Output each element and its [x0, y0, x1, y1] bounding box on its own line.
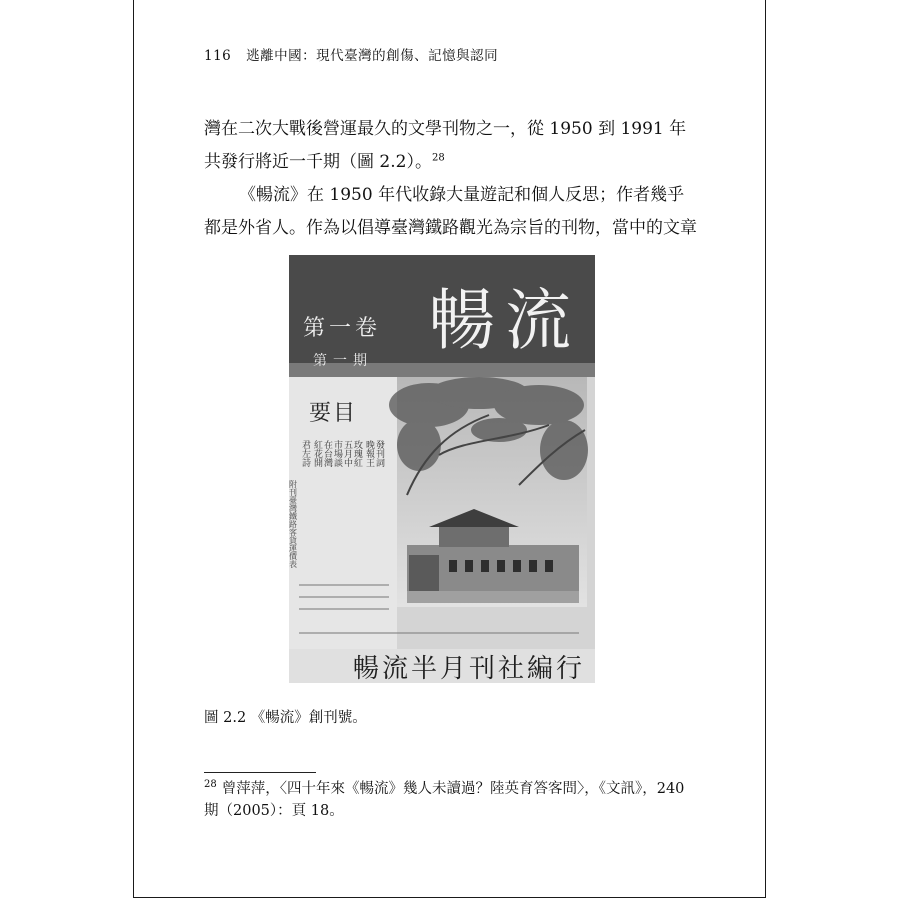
footnote	[204, 778, 699, 822]
footnote-rule	[204, 772, 316, 773]
magazine-cover-figure	[289, 255, 595, 683]
footnote-text-1: 曾萍萍，〈四十年來《暢流》幾人未讀過？陸英育答客問〉，《文訊》，240	[221, 781, 685, 797]
contents-item: 君左詩	[300, 440, 310, 467]
footnote-number: 28	[204, 779, 217, 791]
footnote-line-2: 期（2005）：頁 18。	[204, 803, 344, 819]
contents-item: 玫瑰紅	[352, 440, 362, 467]
issue-label: 第一期	[313, 353, 373, 369]
page-number: 116	[204, 48, 232, 64]
footnote-reference: 28	[431, 152, 445, 164]
masthead-title: 暢流	[429, 282, 581, 359]
figure-caption	[204, 706, 367, 727]
contents-item: 晚報王	[364, 440, 374, 467]
contents-item: 市場談	[332, 440, 342, 467]
paragraph-1	[204, 113, 699, 179]
paragraph-1-text: 灣在二次大戰後營運最久的文學刊物之一，從 1950 到 1991 年共發行將近一千期（圖 2.2）。	[204, 119, 687, 172]
contents-heading: 要目	[309, 401, 358, 426]
contents-list	[300, 439, 385, 468]
figure-label: 圖 2.2	[204, 710, 247, 726]
body-text	[204, 113, 699, 245]
book-page	[133, 0, 766, 898]
volume-label: 第一卷	[303, 316, 382, 341]
contents-item: 五月中	[342, 440, 352, 467]
contents-item: 在台灣	[322, 440, 332, 467]
figure-caption-text: 《暢流》創刊號。	[250, 710, 367, 726]
paragraph-2: 《暢流》在 1950 年代收錄大量遊記和個人反思；作者幾乎都是外省人。作為以倡導臺灣鐵路觀光為宗旨的刊物，當中的文章	[204, 185, 697, 238]
contents-item: 發刊詞	[374, 440, 384, 467]
book-title: 逃離中國：現代臺灣的創傷、記憶與認同	[246, 48, 499, 64]
magazine-cover-image	[289, 255, 595, 683]
running-head	[204, 44, 498, 64]
publisher-line: 暢流半月刊社編行	[352, 654, 585, 683]
side-note: 附刊臺灣鐵路客貨運價表	[289, 480, 298, 568]
contents-item: 紅花開	[312, 440, 322, 467]
footnote-line-1	[204, 778, 699, 800]
